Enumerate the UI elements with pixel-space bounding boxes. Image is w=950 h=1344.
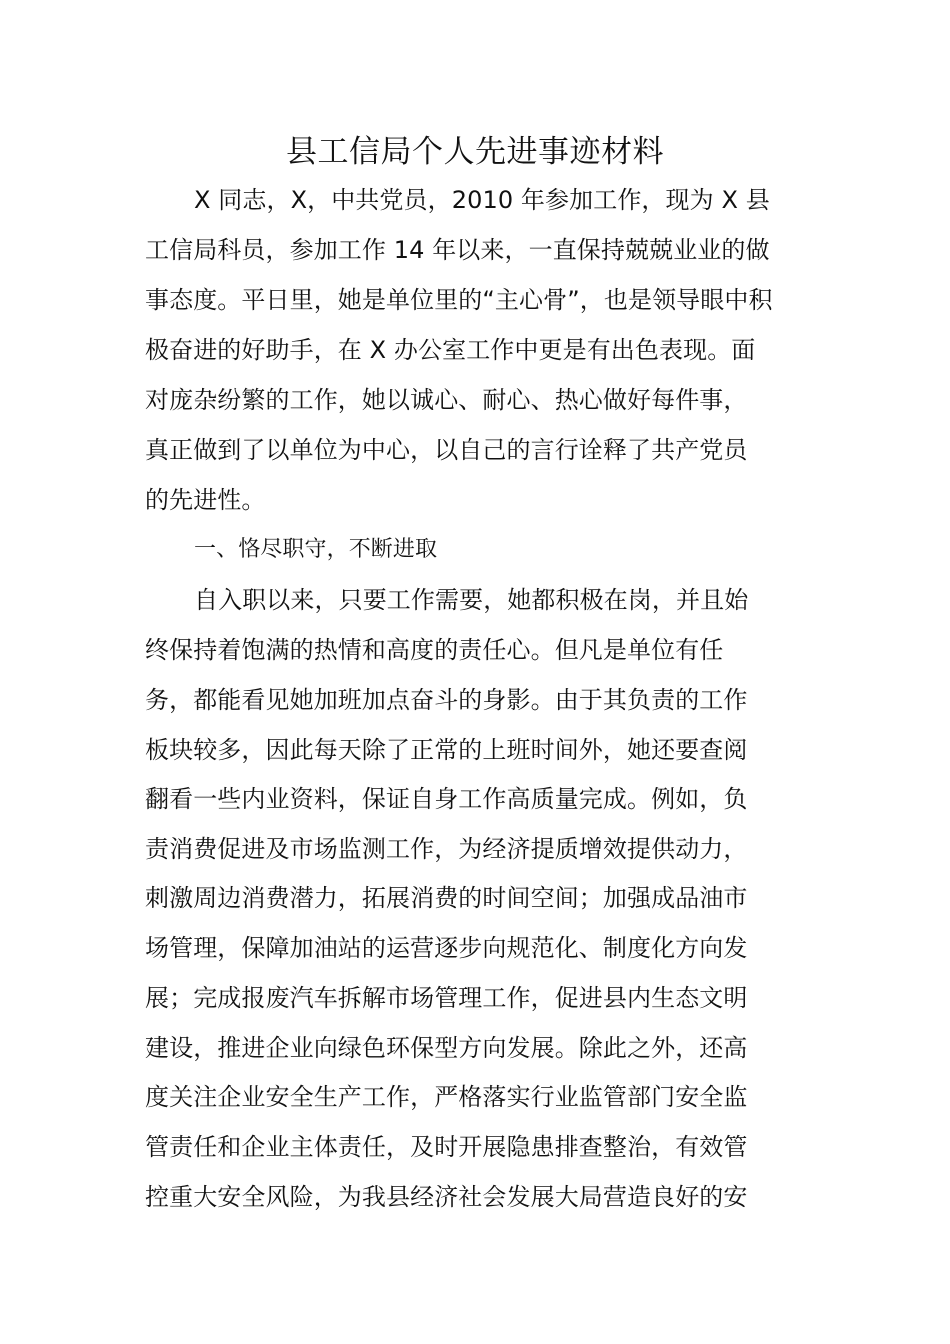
paragraph-1-line-3: 事态度。平日里，她是单位里的“主心骨”，也是领导眼中积 [145, 286, 773, 314]
paragraph-2-line-1: 自入职以来，只要工作需要，她都积极在岗，并且始 [194, 586, 749, 614]
paragraph-1-line-1: X 同志，X，中共党员，2010 年参加工作，现为 X 县 [194, 186, 770, 214]
paragraph-2-line-2: 终保持着饱满的热情和高度的责任心。但凡是单位有任 [145, 636, 724, 664]
section-1-heading: 一、恪尽职守，不断进取 [194, 537, 438, 562]
paragraph-1-line-7: 的先进性。 [145, 486, 266, 514]
paragraph-1-line-2: 工信局科员，参加工作 14 年以来，一直保持兢兢业业的做 [145, 236, 770, 264]
paragraph-2-line-4: 板块较多，因此每天除了正常的上班时间外，她还要查阅 [145, 736, 748, 764]
paragraph-2-line-5: 翻看一些内业资料，保证自身工作高质量完成。例如，负 [145, 785, 748, 813]
paragraph-2-line-6: 责消费促进及市场监测工作，为经济提质增效提供动力， [145, 835, 748, 863]
paragraph-2-line-8: 场管理，保障加油站的运营逐步向规范化、制度化方向发 [145, 934, 748, 962]
paragraph-1-line-4: 极奋进的好助手，在 X 办公室工作中更是有出色表现。面 [145, 336, 756, 364]
paragraph-2-line-12: 管责任和企业主体责任，及时开展隐患排查整治，有效管 [145, 1133, 748, 1161]
paragraph-2-line-11: 度关注企业安全生产工作，严格落实行业监管部门安全监 [145, 1083, 748, 1111]
paragraph-2-line-10: 建设，推进企业向绿色环保型方向发展。除此之外，还高 [145, 1034, 748, 1062]
paragraph-2-line-7: 刺激周边消费潜力，拓展消费的时间空间；加强成品油市 [145, 884, 748, 912]
document-title: 县工信局个人先进事迹材料 [286, 134, 664, 170]
paragraph-2-line-13: 控重大安全风险，为我县经济社会发展大局营造良好的安 [145, 1183, 748, 1211]
paragraph-2-line-3: 务，都能看见她加班加点奋斗的身影。由于其负责的工作 [145, 686, 748, 714]
paragraph-2-line-9: 展；完成报废汽车拆解市场管理工作，促进县内生态文明 [145, 984, 748, 1012]
paragraph-1-line-6: 真正做到了以单位为中心，以自己的言行诠释了共产党员 [145, 436, 748, 464]
paragraph-1-line-5: 对庞杂纷繁的工作，她以诚心、耐心、热心做好每件事， [145, 386, 748, 414]
